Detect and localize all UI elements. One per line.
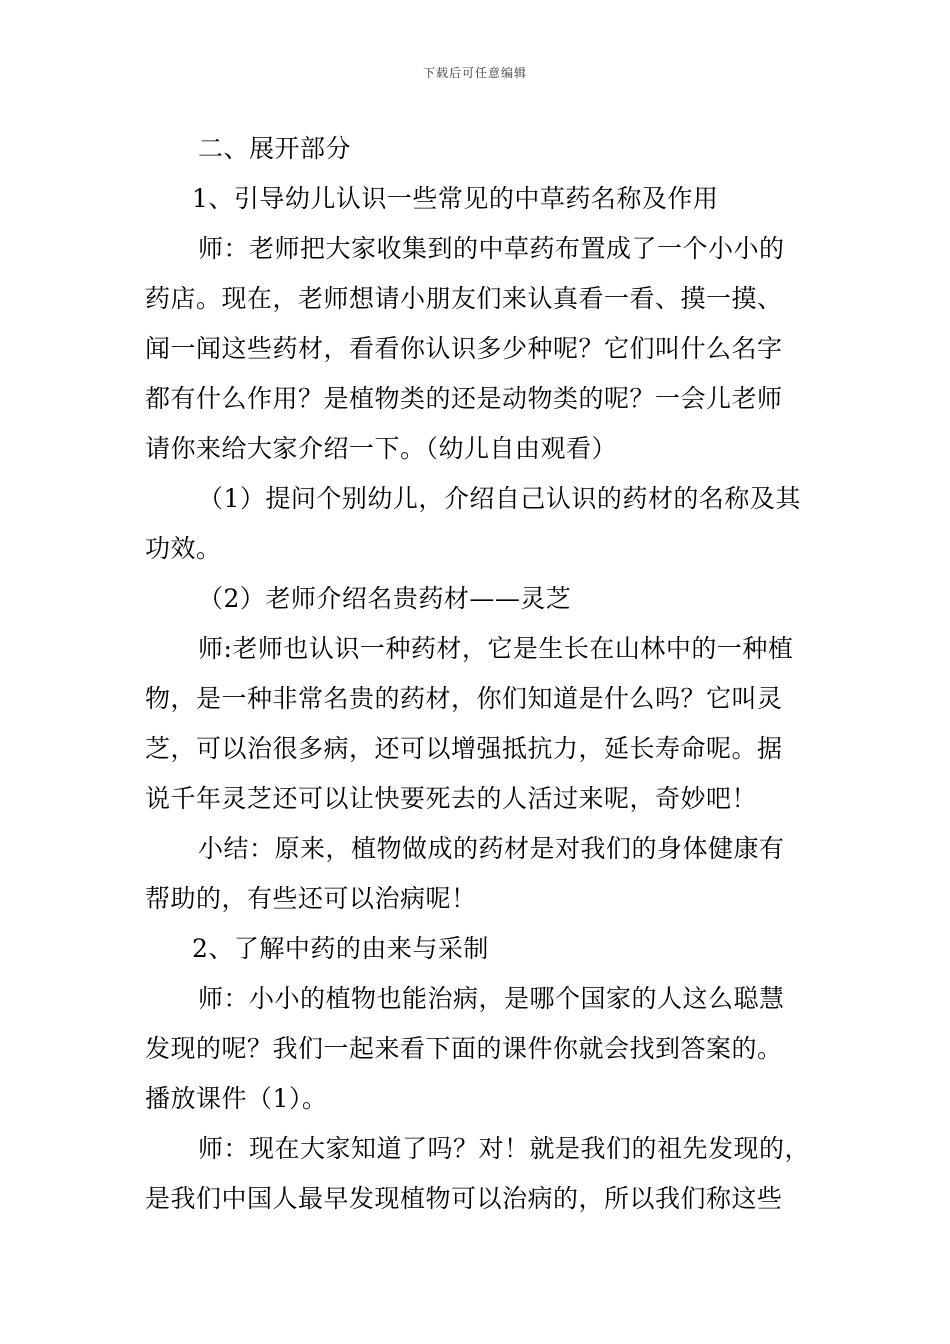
paragraph-line: 说千年灵芝还可以让快要死去的人活过来呢，奇妙吧！: [145, 784, 758, 813]
subsection-heading: （2）老师介绍名贵药材——灵芝: [198, 584, 572, 613]
subsection-heading: 2、了解中药的由来与采制: [192, 934, 489, 963]
paragraph-line: 物，是一种非常名贵的药材，你们知道是什么吗？它叫灵: [145, 684, 783, 713]
paragraph-line: 帮助的，有些还可以治病呢！: [145, 884, 477, 913]
paragraph-line: 请你来给大家介绍一下。（幼儿自由观看）: [145, 434, 618, 463]
paragraph-line: 播放课件（1）。: [145, 1084, 328, 1113]
paragraph-line: 师：现在大家知道了吗？对！就是我们的祖先发现的，: [198, 1134, 811, 1163]
paragraph-line: 都有什么作用？是植物类的还是动物类的呢？一会儿老师: [145, 384, 783, 413]
page-header: 下载后可任意编辑: [422, 66, 527, 80]
paragraph-line: 药店。现在，老师想请小朋友们来认真看一看、摸一摸、: [145, 284, 783, 313]
subsection-heading: 1、引导幼儿认识一些常见的中草药名称及作用: [192, 184, 719, 213]
paragraph-line: 师：老师把大家收集到的中草药布置成了一个小小的: [198, 234, 785, 263]
paragraph-line: 功效。: [145, 534, 222, 563]
paragraph-line: （1）提问个别幼儿，介绍自己认识的药材的名称及其: [198, 484, 801, 513]
paragraph-line: 闻一闻这些药材，看看你认识多少种呢？它们叫什么名字: [145, 334, 783, 363]
section-heading: 二、展开部分: [198, 134, 352, 163]
paragraph-line: 师：小小的植物也能治病，是哪个国家的人这么聪慧: [198, 984, 785, 1013]
paragraph-line: 芝，可以治很多病，还可以增强抵抗力，延长寿命呢。据: [145, 734, 783, 763]
paragraph-line: 发现的呢？我们一起来看下面的课件你就会找到答案的。: [145, 1034, 783, 1063]
paragraph-line: 是我们中国人最早发现植物可以治病的，所以我们称这些: [145, 1184, 783, 1213]
paragraph-line: 师:老师也认识一种药材，它是生长在山林中的一种植: [198, 634, 794, 663]
paragraph-line: 小结：原来，植物做成的药材是对我们的身体健康有: [198, 834, 785, 863]
